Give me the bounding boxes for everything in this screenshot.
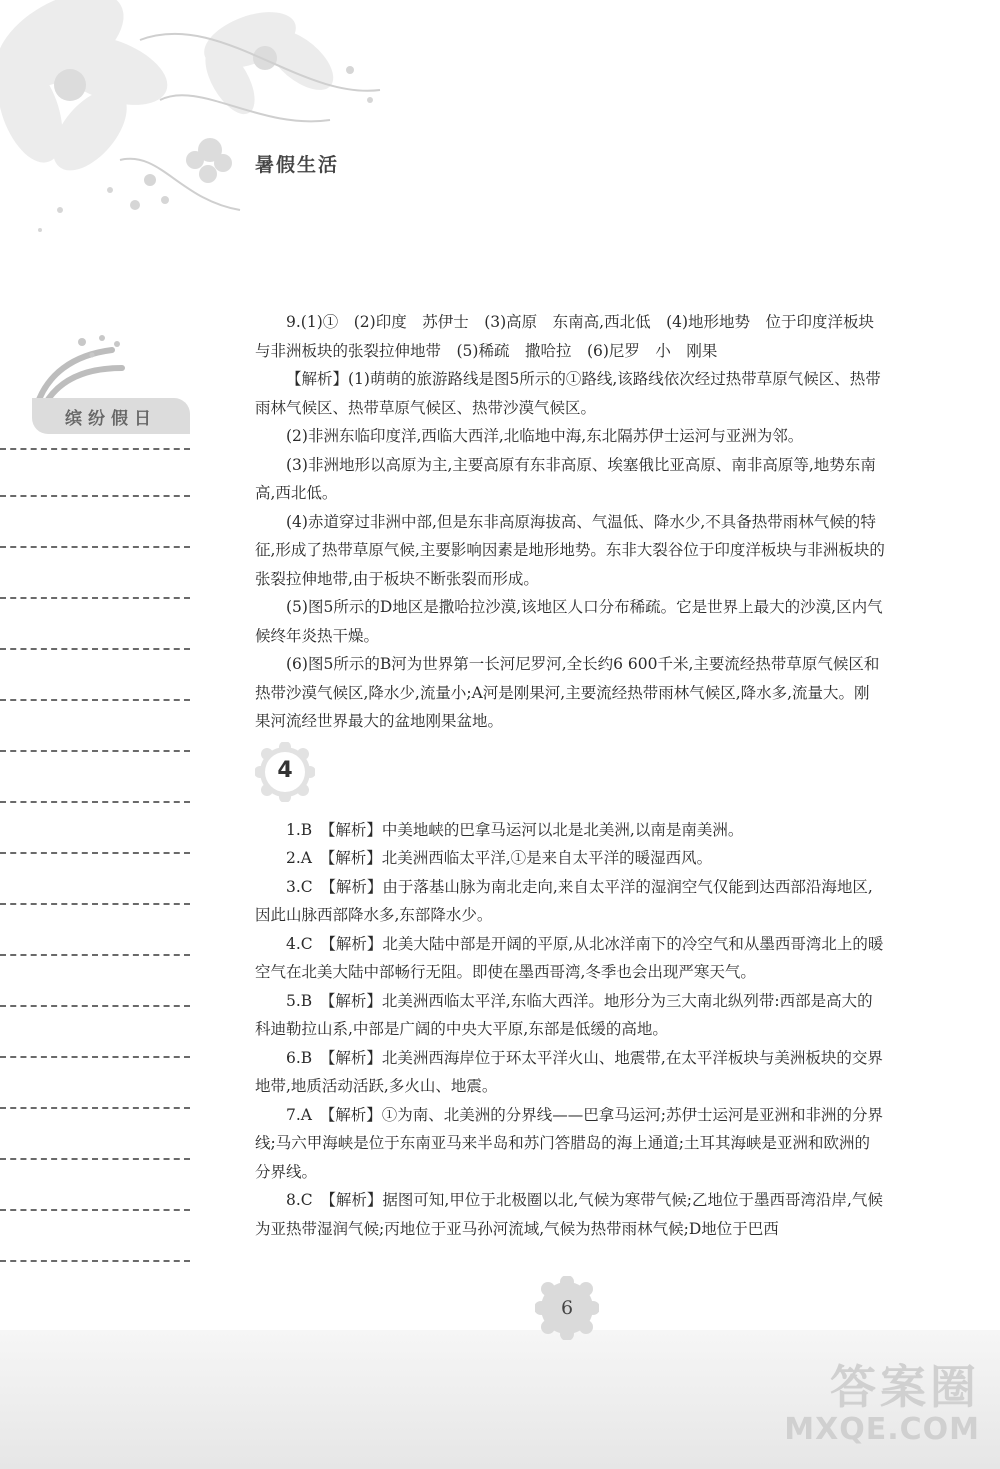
note-line: [0, 1005, 190, 1007]
note-line: [0, 903, 190, 905]
answer-item: 3.C 【解析】由于落基山脉为南北走向,来自太平洋的湿润空气仅能到达西部沿海地区,因此山脉西部降水多,东部降水少。: [255, 877, 873, 924]
q9-explanation-4: (4)赤道穿过非洲中部,但是东非高原海拔高、气温低、降水少,不具备热带雨林气候的特征,形成了热带草原气候,主要影响因素是地形地势。东非大裂谷位于印度洋板块与非洲板块的张裂拉伸地带,由于板块不断张裂而形成。: [255, 512, 885, 588]
note-line: [0, 1260, 190, 1262]
watermark: [784, 1361, 980, 1447]
sidebar-badge: 缤纷假日: [32, 398, 190, 434]
answer-item: 1.B 【解析】中美地峡的巴拿马运河以北是北美洲,以南是南美洲。: [286, 820, 744, 839]
note-line: [0, 801, 190, 803]
section-number-badge: [255, 742, 315, 802]
note-line: [0, 448, 190, 450]
answer-item: 7.A 【解析】①为南、北美洲的分界线——巴拿马运河;苏伊士运河是亚洲和非洲的分界线;马六甲海峡是位于东南亚马来半岛和苏门答腊岛的海上通道;土耳其海峡是亚洲和欧洲的分界线。: [255, 1105, 883, 1181]
watermark-url: MXQE.COM: [784, 1412, 980, 1447]
note-line: [0, 750, 190, 752]
note-line: [0, 699, 190, 701]
section-number: 4: [277, 758, 293, 784]
q9-explanation-5: (5)图5所示的D地区是撒哈拉沙漠,该地区人口分布稀疏。它是世界上最大的沙漠,区内气候终年炎热干燥。: [255, 598, 883, 645]
header-title: 暑假生活: [255, 154, 340, 176]
watermark-brand: 答案圈: [830, 1360, 980, 1414]
note-line: [0, 1107, 190, 1109]
answer-item: 5.B 【解析】北美洲西临太平洋,东临大西洋。地形分为三大南北纵列带:西部是高大的科迪勒拉山系,中部是广阔的中央大平原,东部是低缓的高地。: [255, 991, 873, 1038]
floral-header-decoration: [0, 0, 460, 250]
answer-content: [255, 308, 885, 1243]
note-line: [0, 597, 190, 599]
answer-item: 8.C 【解析】据图可知,甲位于北极圈以北,气候为寒带气候;乙地位于墨西哥湾沿岸,气候为亚热带湿润气候;丙地位于亚马孙河流域,气候为热带雨林气候;D地位于巴西: [255, 1191, 883, 1238]
answer-item: 6.B 【解析】北美洲西海岸位于环太平洋火山、地震带,在太平洋板块与美洲板块的交界地带,地质活动活跃,多火山、地震。: [255, 1048, 883, 1095]
q9-answer-line: 9.(1)① (2)印度 苏伊士 (3)高原 东南高,西北低 (4)地形地势 位于印度洋板块与非洲板块的张裂拉伸地带 (5)稀疏 撒哈拉 (6)尼罗 小 刚果: [255, 313, 875, 360]
q9-explanation-2: (2)非洲东临印度洋,西临大西洋,北临地中海,东北隔苏伊士运河与亚洲为邻。: [286, 427, 804, 445]
note-line: [0, 1158, 190, 1160]
q9-explanation-6: (6)图5所示的B河为世界第一长河尼罗河,全长约6 600千米,主要流经热带草原气候区和热带沙漠气候区,降水少,流量小;A河是刚果河,主要流经热带雨林气候区,降水多,流量大。刚果河流经世界最大的盆地刚果盆地。: [255, 655, 880, 730]
q9-explanation-1: 【解析】(1)萌萌的旅游路线是图5所示的①路线,该路线依次经过热带草原气候区、热带雨林气候区、热带草原气候区、热带沙漠气候区。: [255, 370, 881, 417]
note-line: [0, 546, 190, 548]
page-number: 6: [560, 1297, 574, 1319]
note-line: [0, 495, 190, 497]
page-number-badge: [535, 1276, 599, 1340]
answer-item: 2.A 【解析】北美洲西临太平洋,①是来自太平洋的暖湿西风。: [286, 849, 713, 867]
answer-item: 4.C 【解析】北美大陆中部是开阔的平原,从北冰洋南下的冷空气和从墨西哥湾北上的暖空气在北美大陆中部畅行无阻。即使在墨西哥湾,冬季也会出现严寒天气。: [255, 934, 884, 981]
note-line: [0, 852, 190, 854]
note-line: [0, 1056, 190, 1058]
note-line: [0, 1209, 190, 1211]
note-line: [0, 648, 190, 650]
q9-explanation-3: (3)非洲地形以高原为主,主要高原有东非高原、埃塞俄比亚高原、南非高原等,地势东南高,西北低。: [255, 455, 876, 502]
note-line: [0, 954, 190, 956]
